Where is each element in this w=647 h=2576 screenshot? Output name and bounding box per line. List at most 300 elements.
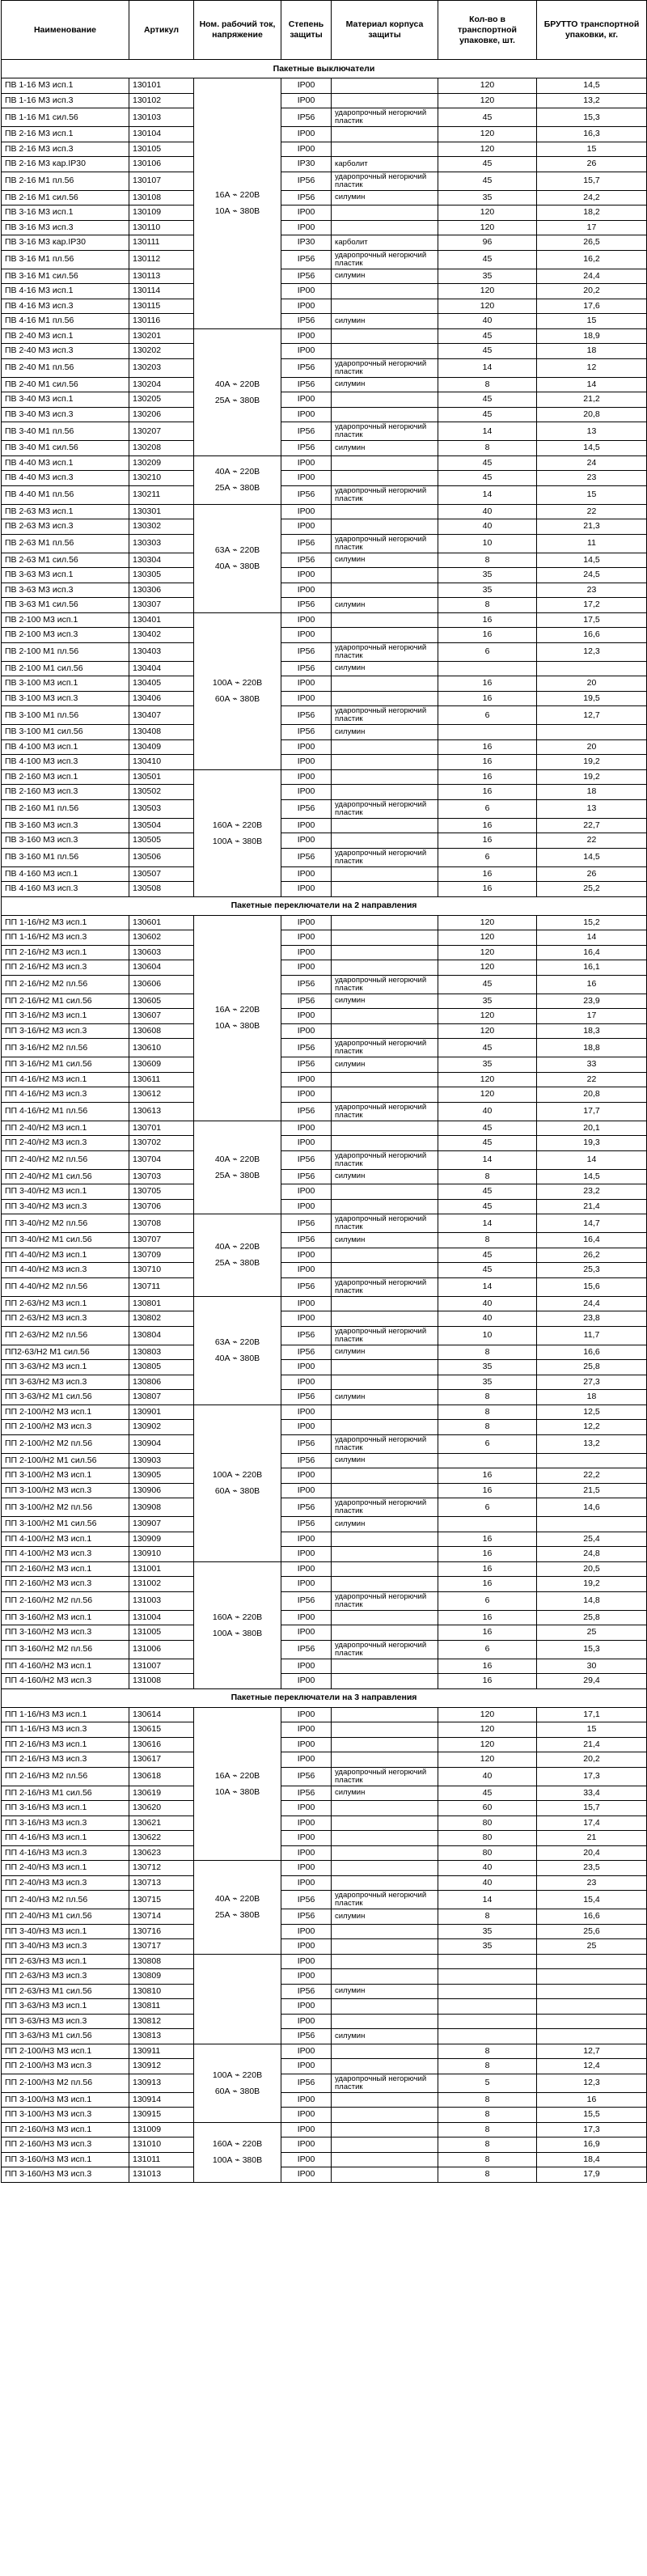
cell-weight: 33 [537,1057,647,1073]
cell-article: 130208 [129,441,194,456]
cell-qty: 8 [438,2122,537,2137]
cell-qty: 6 [438,799,537,818]
cell-qty: 120 [438,1707,537,1722]
cell-name: ПВ 3-100 М3 исп.1 [2,676,129,692]
table-row [2,1939,647,1955]
cell-name: ПВ 2-16 М3 исп.3 [2,142,129,157]
cell-qty: 16 [438,1547,537,1562]
cell-material [332,1023,438,1039]
cell-weight: 22,7 [537,818,647,833]
cell-material: ударопрочный негорючий пластик [332,1498,438,1517]
rating-line-380: 10А ⌁ 380В [214,1021,260,1031]
cell-name: ПП 4-16/Н3 М3 исп.3 [2,1845,129,1861]
cell-weight: 12,2 [537,1420,647,1435]
cell-article: 130404 [129,661,194,676]
table-row [2,250,647,269]
cell-name: ПП 2-63/Н2 М2 пл.56 [2,1326,129,1345]
cell-material: силумин [332,1057,438,1073]
cell-material: силумин [332,1909,438,1925]
table-row [2,848,647,866]
cell-name: ПВ 2-63 М1 сил.56 [2,553,129,568]
table-row [2,2152,647,2167]
cell-material: силумин [332,190,438,205]
cell-weight: 25 [537,1939,647,1955]
cell-material [332,1722,438,1738]
cell-material [332,2092,438,2108]
cell-article: 130608 [129,1023,194,1039]
cell-weight: 25 [537,1625,647,1641]
cell-material [332,2137,438,2153]
cell-weight: 15,3 [537,1640,647,1659]
cell-protection: IP00 [281,1875,332,1891]
cell-qty [438,2029,537,2044]
cell-article: 130802 [129,1311,194,1327]
cell-article: 130915 [129,2108,194,2123]
cell-name: ПП 4-160/Н2 М3 исп.1 [2,1659,129,1674]
cell-qty: 45 [438,344,537,359]
cell-name: ПВ 4-40 М1 пл.56 [2,485,129,504]
table-row [2,1610,647,1625]
cell-article: 130114 [129,284,194,299]
cell-name: ПВ 2-40 М1 пл.56 [2,358,129,377]
cell-protection: IP00 [281,284,332,299]
table-row [2,2122,647,2137]
cell-qty: 16 [438,1483,537,1498]
cell-name: ПП 2-16/Н2 М3 исп.3 [2,960,129,976]
table-row [2,612,647,628]
cell-article: 130409 [129,739,194,755]
cell-article: 130502 [129,785,194,800]
col-header-material: Материал корпуса защиты [332,1,438,60]
cell-weight: 33,4 [537,1786,647,1801]
cell-weight: 23,9 [537,994,647,1009]
cell-protection: IP00 [281,1023,332,1039]
table-row [2,1815,647,1831]
cell-weight: 12,7 [537,2044,647,2059]
cell-name: ПВ 2-100 М1 сил.56 [2,661,129,676]
cell-article: 130410 [129,755,194,770]
cell-article: 130619 [129,1786,194,1801]
cell-article: 130810 [129,1984,194,1999]
cell-article: 130207 [129,422,194,441]
cell-name: ПВ 2-16 М1 пл.56 [2,172,129,190]
cell-name: ПП 2-100/Н2 М3 исп.3 [2,1420,129,1435]
cell-name: ПВ 4-40 М3 исп.1 [2,455,129,471]
cell-qty: 8 [438,1390,537,1405]
cell-article: 130209 [129,455,194,471]
cell-weight: 16,6 [537,1345,647,1360]
cell-material [332,1752,438,1768]
cell-name: ПП 2-16/Н2 М3 исп.1 [2,945,129,960]
cell-name: ПП 2-16/Н3 М1 сил.56 [2,1786,129,1801]
cell-protection: IP56 [281,1277,332,1296]
rating-line-380: 10А ⌁ 380В [214,1786,260,1797]
cell-qty: 35 [438,269,537,284]
cell-qty [438,2014,537,2029]
cell-article: 131002 [129,1577,194,1592]
cell-qty: 35 [438,583,537,598]
cell-qty: 40 [438,1875,537,1891]
cell-protection: IP00 [281,960,332,976]
cell-protection: IP00 [281,676,332,692]
cell-name: ПП 3-160/Н2 М3 исп.3 [2,1625,129,1641]
cell-weight: 23 [537,1875,647,1891]
cell-name: ПВ 2-160 М3 исп.3 [2,785,129,800]
cell-rating [194,1296,281,1405]
cell-article: 130707 [129,1233,194,1248]
cell-material: силумин [332,1517,438,1532]
cell-weight: 19,3 [537,1136,647,1151]
cell-weight: 27,3 [537,1375,647,1390]
cell-qty: 8 [438,2152,537,2167]
cell-protection: IP00 [281,93,332,108]
cell-qty: 16 [438,1577,537,1592]
rating-line-220: 160А ⌁ 220В [212,1612,263,1622]
cell-name: ПП 2-63/Н3 М3 исп.3 [2,1969,129,1985]
cell-protection: IP00 [281,1752,332,1768]
rating-line-220: 40А ⌁ 220В [214,379,260,389]
cell-weight [537,2029,647,2044]
table-row [2,2059,647,2074]
cell-protection: IP56 [281,1390,332,1405]
cell-protection: IP56 [281,2074,332,2092]
cell-name: ПВ 3-16 М1 пл.56 [2,250,129,269]
cell-weight: 18 [537,344,647,359]
cell-protection: IP00 [281,945,332,960]
cell-name: ПП 3-100/Н3 М3 исп.1 [2,2092,129,2108]
cell-protection: IP00 [281,504,332,519]
cell-article: 131007 [129,1659,194,1674]
cell-protection: IP00 [281,1375,332,1390]
cell-weight: 23,8 [537,1311,647,1327]
table-row [2,519,647,535]
table-row [2,1969,647,1985]
cell-name: ПП 2-16/Н3 М3 исп.1 [2,1737,129,1752]
rating-line-380: 60А ⌁ 380В [214,1486,260,1496]
cell-material [332,504,438,519]
cell-qty: 16 [438,833,537,849]
table-row [2,706,647,725]
cell-material: силумин [332,2029,438,2044]
cell-protection: IP00 [281,205,332,221]
cell-name: ПП 3-40/Н2 М1 сил.56 [2,1233,129,1248]
col-header-article: Артикул [129,1,194,60]
cell-name: ПП 2-16/Н3 М3 исп.3 [2,1752,129,1768]
table-row [2,1263,647,1278]
cell-article: 130503 [129,799,194,818]
table-row [2,422,647,441]
cell-article: 130605 [129,994,194,1009]
cell-article: 130108 [129,190,194,205]
cell-protection: IP56 [281,485,332,504]
cell-weight: 14 [537,1150,647,1169]
cell-material: карболит [332,235,438,251]
cell-article: 130912 [129,2059,194,2074]
cell-material [332,2044,438,2059]
cell-article: 130302 [129,519,194,535]
cell-name: ПП 2-63/Н3 М1 сил.56 [2,1984,129,1999]
cell-weight: 14,8 [537,1591,647,1610]
cell-rating [194,1954,281,2044]
cell-protection: IP00 [281,2122,332,2137]
section-row [2,1688,647,1707]
cell-weight: 17,3 [537,1767,647,1786]
cell-material: силумин [332,1169,438,1184]
cell-protection: IP00 [281,866,332,882]
cell-name: ПП 3-16/Н2 М1 сил.56 [2,1057,129,1073]
cell-material: силумин [332,1453,438,1468]
cell-material [332,882,438,897]
cell-protection: IP56 [281,598,332,613]
cell-article: 130116 [129,314,194,329]
cell-article: 130307 [129,598,194,613]
cell-weight: 11 [537,534,647,553]
cell-qty: 40 [438,314,537,329]
cell-protection: IP00 [281,344,332,359]
table-row [2,358,647,377]
cell-weight: 22 [537,833,647,849]
cell-protection: IP00 [281,1532,332,1547]
cell-qty: 16 [438,882,537,897]
cell-qty: 8 [438,1405,537,1420]
cell-material [332,945,438,960]
cell-qty: 45 [438,1184,537,1200]
cell-material: ударопрочный негорючий пластик [332,1640,438,1659]
cell-qty: 120 [438,930,537,946]
cell-protection: IP30 [281,157,332,172]
cell-protection: IP00 [281,1707,332,1722]
cell-name: ПВ 2-160 М1 пл.56 [2,799,129,818]
cell-material [332,407,438,422]
cell-material: ударопрочный негорючий пластик [332,1767,438,1786]
cell-name: ПП 2-16/Н2 М1 сил.56 [2,994,129,1009]
cell-article: 130809 [129,1969,194,1985]
cell-weight [537,1954,647,1969]
cell-name: ПП 3-16/Н3 М3 исп.3 [2,1815,129,1831]
cell-article: 130402 [129,628,194,643]
cell-name: ПВ 1-16 М3 исп.3 [2,93,129,108]
cell-material [332,1547,438,1562]
cell-weight: 19,2 [537,755,647,770]
cell-article: 130620 [129,1801,194,1816]
cell-material: ударопрочный негорючий пластик [332,250,438,269]
cell-name: ПП 4-16/Н2 М3 исп.3 [2,1087,129,1103]
cell-weight: 24,4 [537,269,647,284]
table-row [2,1199,647,1214]
cell-qty: 16 [438,676,537,692]
cell-article: 130403 [129,642,194,661]
cell-article: 130106 [129,157,194,172]
rating-line-380: 40А ⌁ 380В [214,1354,260,1363]
cell-material [332,1121,438,1136]
cell-weight: 12,3 [537,642,647,661]
cell-weight: 20,8 [537,1087,647,1103]
cell-protection: IP56 [281,441,332,456]
cell-protection: IP30 [281,235,332,251]
cell-weight: 11,7 [537,1326,647,1345]
cell-article: 130808 [129,1954,194,1969]
cell-article: 131008 [129,1674,194,1689]
cell-material: ударопрочный негорючий пластик [332,108,438,127]
cell-material [332,2108,438,2123]
cell-weight: 17,7 [537,1102,647,1121]
cell-weight: 25,6 [537,1924,647,1939]
cell-qty: 120 [438,93,537,108]
cell-article: 130609 [129,1057,194,1073]
cell-weight: 14,5 [537,441,647,456]
table-row [2,455,647,471]
cell-weight: 14,5 [537,848,647,866]
cell-protection: IP56 [281,190,332,205]
table-row [2,127,647,142]
cell-weight: 21,4 [537,1737,647,1752]
table-row [2,1233,647,1248]
cell-material: ударопрочный негорючий пластик [332,1326,438,1345]
cell-qty: 45 [438,1248,537,1263]
table-row [2,1248,647,1263]
col-header-rating: Ном. рабочий ток, напряжение [194,1,281,60]
cell-name: ПП 4-16/Н2 М3 исп.1 [2,1072,129,1087]
cell-protection: IP00 [281,2044,332,2059]
cell-protection: IP00 [281,1311,332,1327]
cell-qty: 40 [438,1296,537,1311]
cell-protection: IP00 [281,1954,332,1969]
cell-name: ПВ 3-160 М3 исп.3 [2,818,129,833]
rating-line-220: 40А ⌁ 220В [214,1154,260,1164]
cell-weight: 14,5 [537,553,647,568]
cell-protection: IP56 [281,314,332,329]
cell-protection: IP00 [281,1072,332,1087]
cell-qty: 35 [438,1939,537,1955]
cell-protection: IP00 [281,1737,332,1752]
cell-qty: 14 [438,422,537,441]
cell-protection: IP00 [281,583,332,598]
cell-weight: 20 [537,676,647,692]
cell-name: ПВ 4-16 М1 пл.56 [2,314,129,329]
table-row [2,1722,647,1738]
cell-protection: IP56 [281,725,332,740]
table-row [2,284,647,299]
cell-weight: 18 [537,1390,647,1405]
cell-qty: 16 [438,628,537,643]
cell-qty: 14 [438,485,537,504]
cell-name: ПВ 2-16 М3 исп.1 [2,127,129,142]
cell-material: ударопрочный негорючий пластик [332,358,438,377]
cell-qty: 8 [438,377,537,392]
cell-protection: IP00 [281,1087,332,1103]
cell-article: 130610 [129,1039,194,1057]
cell-qty: 120 [438,299,537,314]
cell-article: 130407 [129,706,194,725]
cell-protection: IP56 [281,661,332,676]
cell-qty: 6 [438,848,537,866]
cell-protection: IP56 [281,1233,332,1248]
cell-article: 130601 [129,915,194,930]
cell-weight: 25,4 [537,1532,647,1547]
cell-weight: 24,5 [537,568,647,583]
cell-article: 130606 [129,975,194,994]
cell-qty: 16 [438,612,537,628]
table-row [2,157,647,172]
cell-qty: 8 [438,2092,537,2108]
table-row [2,1547,647,1562]
cell-protection: IP56 [281,1434,332,1453]
table-row [2,598,647,613]
cell-weight: 23,2 [537,1184,647,1200]
cell-name: ПП 4-40/Н2 М3 исп.3 [2,1263,129,1278]
cell-material [332,1954,438,1969]
table-header [2,1,647,60]
cell-article: 130618 [129,1767,194,1786]
table-row [2,471,647,486]
cell-name: ПВ 3-63 М1 сил.56 [2,598,129,613]
cell-material [332,78,438,94]
cell-protection: IP00 [281,568,332,583]
cell-name: ПП 3-40/Н2 М3 исп.3 [2,1199,129,1214]
cell-weight: 24,4 [537,1296,647,1311]
cell-article: 130703 [129,1169,194,1184]
cell-name: ПП 4-16/Н3 М3 исп.1 [2,1831,129,1846]
cell-material: ударопрочный негорючий пластик [332,1150,438,1169]
table-row [2,2108,647,2123]
cell-qty: 8 [438,553,537,568]
cell-article: 130107 [129,172,194,190]
cell-article: 130623 [129,1845,194,1861]
cell-weight: 23 [537,471,647,486]
cell-protection: IP00 [281,785,332,800]
table-row [2,960,647,976]
cell-material [332,2152,438,2167]
cell-weight: 26,2 [537,1248,647,1263]
cell-weight: 17,2 [537,598,647,613]
cell-qty: 35 [438,1057,537,1073]
cell-protection: IP56 [281,172,332,190]
cell-protection: IP56 [281,108,332,127]
table-row [2,1009,647,1024]
cell-name: ПП 2-100/Н2 М3 исп.1 [2,1405,129,1420]
cell-qty: 120 [438,142,537,157]
cell-article: 130913 [129,2074,194,2092]
cell-article: 130616 [129,1737,194,1752]
cell-weight: 17 [537,1009,647,1024]
cell-name: ПП 2-16/Н3 М2 пл.56 [2,1767,129,1786]
cell-qty: 16 [438,785,537,800]
table-row [2,1311,647,1327]
cell-rating [194,612,281,769]
cell-qty: 16 [438,1625,537,1641]
cell-article: 130805 [129,1360,194,1375]
table-row [2,975,647,994]
cell-material [332,1610,438,1625]
col-header-protection: Степень защиты [281,1,332,60]
cell-qty: 8 [438,1420,537,1435]
cell-material [332,455,438,471]
cell-article: 130202 [129,344,194,359]
table-row [2,1801,647,1816]
cell-material [332,1625,438,1641]
table-row [2,78,647,94]
cell-article: 131005 [129,1625,194,1641]
table-row [2,2137,647,2153]
cell-article: 130102 [129,93,194,108]
cell-protection: IP56 [281,1786,332,1801]
cell-qty: 45 [438,1786,537,1801]
cell-name: ПП 3-40/Н2 М2 пл.56 [2,1214,129,1233]
cell-name: ПВ 4-160 М3 исп.1 [2,866,129,882]
cell-material [332,2014,438,2029]
table-row [2,1453,647,1468]
cell-material: силумин [332,1984,438,1999]
